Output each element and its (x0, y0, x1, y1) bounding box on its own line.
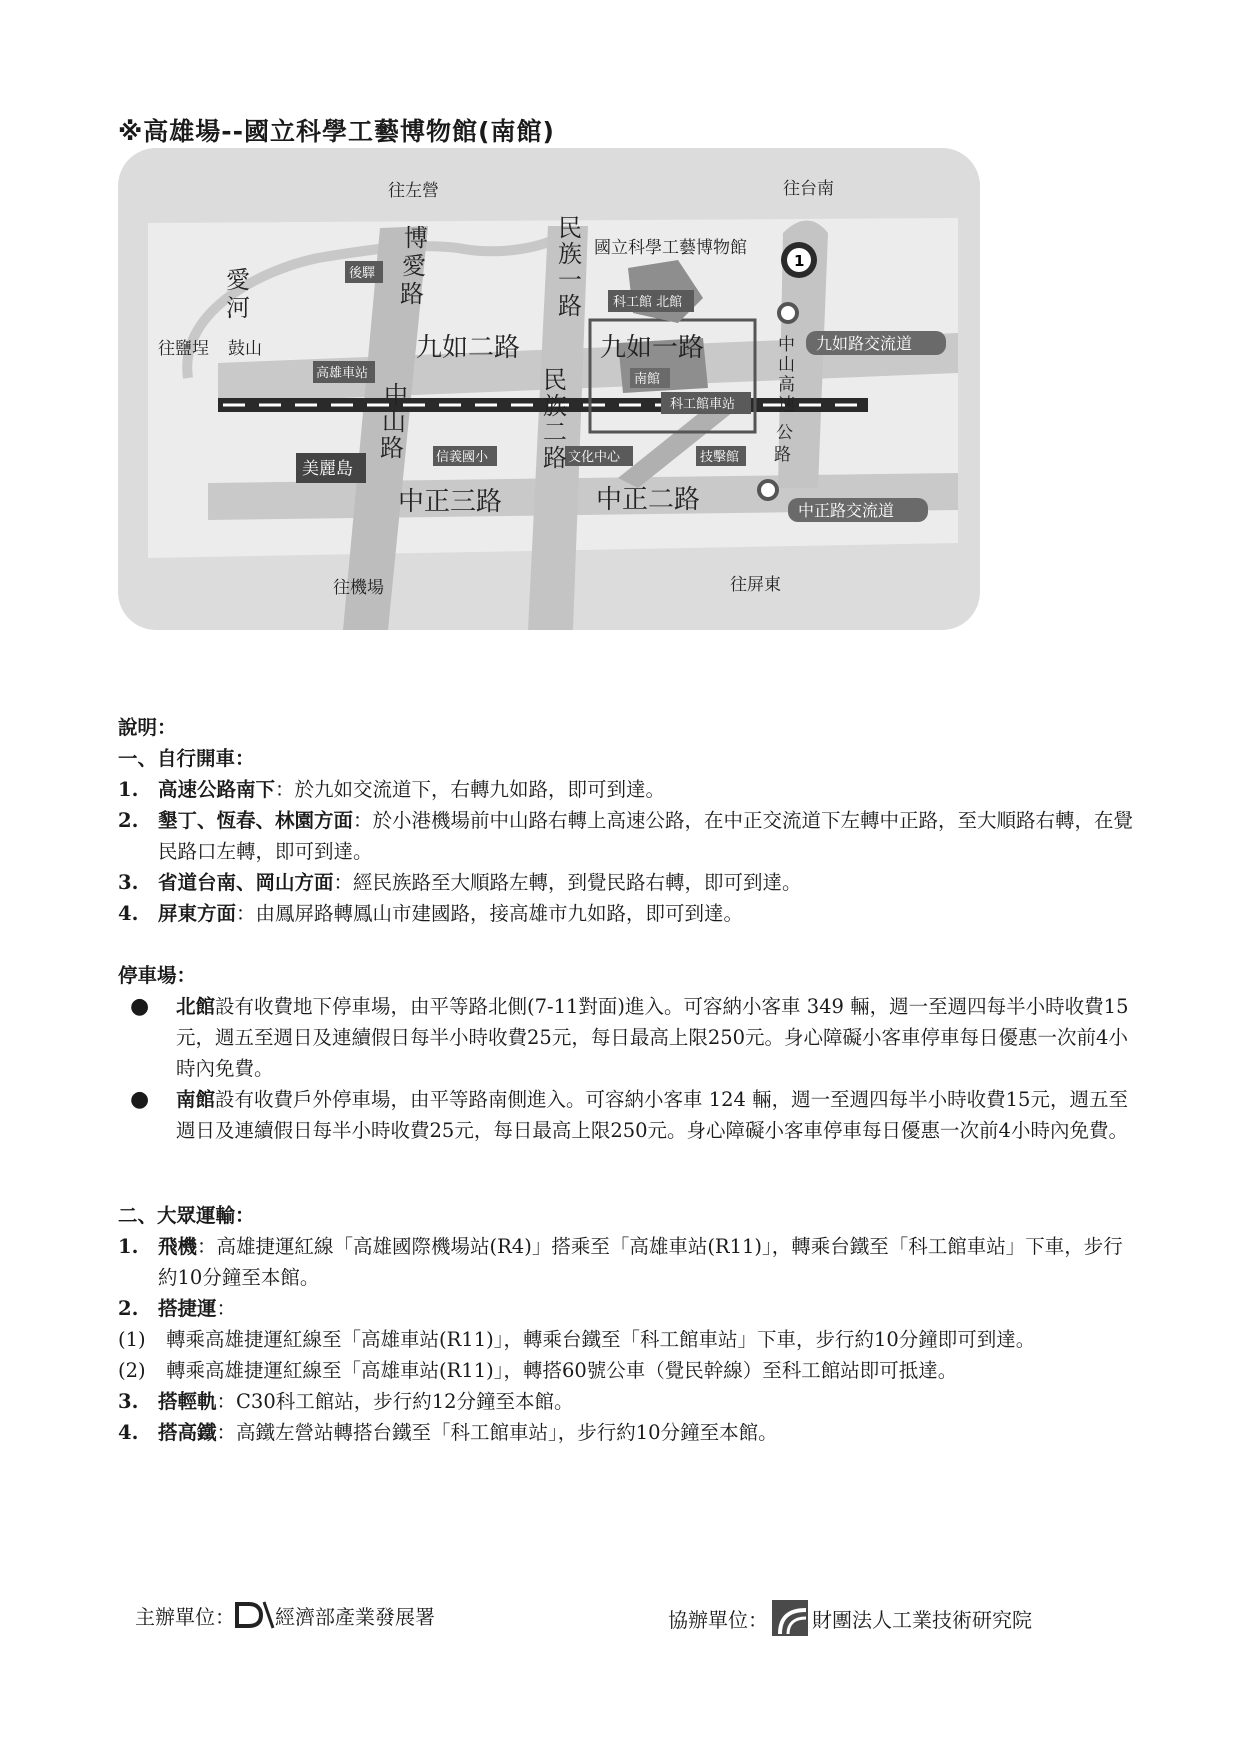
transit-item-num: 3. (118, 1390, 139, 1413)
north-hall-label: 科工館 北館 (613, 295, 683, 310)
drive-item (118, 898, 1138, 929)
culture-center-label: 文化中心 (568, 450, 621, 465)
minzu-2nd-road-label-1: 民 (543, 366, 567, 394)
minzu-1st-road-label-3: 一 (558, 266, 582, 294)
organizer-name: 經濟部產業發展署 (275, 1604, 435, 1629)
zhongshan-road-label-2: 山 (382, 408, 406, 436)
drive-item-text: ：由鳳屏路轉鳳山市建國路，接高雄市九如路，即可到達。 (236, 902, 744, 925)
xinyi-school-label: 信義國小 (436, 450, 489, 465)
parking-item-lead: 北館 (176, 995, 216, 1018)
zhongzheng-interchange-label: 中正路交流道 (798, 501, 895, 520)
zhongshan-road-label-1: 中 (384, 381, 408, 409)
transit-item-num: 1. (118, 1235, 139, 1258)
organizer-label: 主辦單位： (135, 1604, 235, 1629)
boai-road-label-2: 愛 (402, 252, 426, 280)
transit-item-lead: 搭捷運 (158, 1297, 217, 1320)
organizer (135, 1600, 435, 1630)
transit-subitem (118, 1355, 1138, 1386)
tech-hall-label: 技擊館 (700, 450, 740, 465)
jiuru-interchange-icon (779, 304, 797, 322)
boai-road-label-3: 路 (400, 280, 424, 308)
drive-item-lead: 屏東方面 (158, 902, 237, 925)
transit-subitem-num: (1) (118, 1328, 146, 1351)
transit-item (118, 1231, 1138, 1293)
transit-item-lead: 飛機 (158, 1235, 198, 1258)
transit-subitem-text: 轉乘高雄捷運紅線至「高雄車站(R11)」，轉搭60號公車（覺民幹線）至科工館站即可抵達。 (166, 1359, 958, 1382)
museum-station-label: 科工館車站 (670, 397, 736, 412)
direction-pingtung: 往屏東 (730, 575, 781, 595)
minzu-2nd-road-label-4: 路 (543, 444, 567, 472)
transit-section (118, 1200, 1138, 1448)
direction-airport: 往機場 (333, 578, 384, 598)
minzu-1st-road-label-1: 民 (558, 214, 582, 242)
drive-item-lead: 省道台南、岡山方面 (158, 871, 334, 894)
driving-section (118, 712, 1138, 929)
kaohsiung-station-label: 高雄車站 (316, 366, 369, 381)
drive-item-num: 1. (118, 778, 139, 801)
co-organizer-name: 財團法人工業技術研究院 (812, 1607, 1032, 1632)
museum-label: 國立科學工藝博物館 (594, 238, 747, 258)
freeway-label-5: 公 (776, 423, 793, 443)
gushan-label: 鼓山 (228, 339, 262, 359)
drive-item-num: 4. (118, 902, 139, 925)
freeway-label-4: 速 (778, 395, 795, 415)
transit-subitem-text: 轉乘高雄捷運紅線至「高雄車站(R11)」，轉乘台鐵至「科工館車站」下車，步行約10分鐘即可到達。 (166, 1328, 1036, 1351)
freeway-label-1: 中 (778, 335, 795, 355)
transit-heading: 二、大眾運輸： (118, 1204, 255, 1227)
transit-subitem (118, 1324, 1138, 1355)
explain-heading: 說明： (118, 716, 177, 739)
transit-item-num: 4. (118, 1421, 139, 1444)
transit-item-text: ： (216, 1297, 237, 1320)
zhongzheng-interchange-icon (759, 481, 777, 499)
love-river-label-2: 河 (226, 294, 250, 322)
bullet-icon: ● (130, 1087, 150, 1112)
parking-heading: 停車場： (118, 964, 197, 987)
location-map (118, 148, 980, 630)
transit-item (118, 1386, 1138, 1417)
parking-section (118, 960, 1138, 1146)
boai-road-label-1: 博 (404, 224, 428, 252)
drive-heading: 一、自行開車： (118, 747, 255, 770)
drive-item-lead: 高速公路南下 (158, 778, 276, 801)
transit-item-text: ：C30科工館站，步行約12分鐘至本館。 (216, 1390, 574, 1413)
parking-item (118, 1084, 1138, 1146)
parking-item-text: 設有收費地下停車場，由平等路北側(7-11對面)進入。可容納小客車 349 輛，週一至週四每半小時收費15元，週五至週日及連續假日每半小時收費25元，每日最高上限250元。身心障礙小客車停車每日優惠一次前4小時內免費。 (176, 995, 1129, 1080)
location-marker-number: 1 (794, 252, 805, 270)
drive-item-lead: 墾丁、恆春、林園方面 (158, 809, 354, 832)
transit-subitem-num: (2) (118, 1359, 146, 1382)
transit-item-text: ：高鐵左營站轉搭台鐵至「科工館車站」，步行約10分鐘至本館。 (216, 1421, 778, 1444)
drive-item (118, 805, 1138, 867)
transit-item-text: ：高雄捷運紅線「高雄國際機場站(R4)」搭乘至「高雄車站(R11)」，轉乘台鐵至「科工館車站」下車，步行約10分鐘至本館。 (158, 1235, 1123, 1289)
direction-tainan: 往台南 (783, 179, 834, 199)
page-title: ※高雄場--國立科學工藝博物館(南館) (118, 117, 555, 146)
freeway-label-3: 高 (778, 375, 795, 395)
parking-item (118, 991, 1138, 1084)
drive-item-num: 2. (118, 809, 139, 832)
direction-yanchengpu: 往鹽埕 (158, 339, 209, 359)
co-organizer-label: 協辦單位： (668, 1607, 768, 1632)
parking-item-lead: 南館 (176, 1088, 216, 1111)
formosa-station-label: 美麗島 (302, 459, 353, 479)
freeway-label-2: 山 (778, 355, 795, 375)
parking-item-text: 設有收費戶外停車場，由平等路南側進入。可容納小客車 124 輛，週一至週四每半小時收費15元，週五至週日及連續假日每半小時收費25元，每日最高上限250元。身心障礙小客車停車每日優惠一次前4小時內免費。 (176, 1088, 1128, 1142)
transit-item-lead: 搭輕軌 (158, 1390, 217, 1413)
drive-item-text: ：於小港機場前中山路右轉上高速公路，在中正交流道下左轉中正路，至大順路右轉，在覺民路口左轉，即可到達。 (158, 809, 1134, 863)
ida-logo-icon (235, 1600, 275, 1630)
itri-logo-icon (772, 1600, 808, 1636)
love-river-label-1: 愛 (226, 266, 250, 294)
transit-item-lead: 搭高鐵 (158, 1421, 217, 1444)
drive-item (118, 867, 1138, 898)
bullet-icon: ● (130, 994, 150, 1019)
drive-item (118, 774, 1138, 805)
co-organizer (668, 1600, 1032, 1636)
jiuru-2nd-road-label: 九如二路 (416, 333, 521, 363)
south-hall-label: 南館 (634, 372, 661, 387)
transit-item (118, 1417, 1138, 1448)
drive-item-text: ：於九如交流道下，右轉九如路，即可到達。 (275, 778, 666, 801)
transit-item-num: 2. (118, 1297, 139, 1320)
freeway-label-6: 路 (774, 445, 791, 465)
jiuru-interchange-label: 九如路交流道 (816, 334, 913, 353)
zhongshan-road-label-3: 路 (380, 434, 404, 462)
minzu-1st-road-label-2: 族 (558, 240, 582, 268)
zhongzheng-3rd-road-label: 中正三路 (398, 487, 503, 517)
transit-item (118, 1293, 1138, 1324)
jiuru-1st-road-label: 九如一路 (600, 333, 705, 363)
minzu-1st-road-label-4: 路 (558, 292, 582, 320)
drive-item-text: ：經民族路至大順路左轉，到覺民路右轉，即可到達。 (333, 871, 802, 894)
direction-zuoying: 往左營 (388, 181, 439, 201)
drive-item-num: 3. (118, 871, 139, 894)
minzu-2nd-road-label-3: 二 (543, 418, 567, 446)
houyi-label: 後驛 (349, 266, 376, 281)
minzu-2nd-road-label-2: 族 (543, 392, 567, 420)
zhongzheng-2nd-road-label: 中正二路 (596, 485, 701, 515)
